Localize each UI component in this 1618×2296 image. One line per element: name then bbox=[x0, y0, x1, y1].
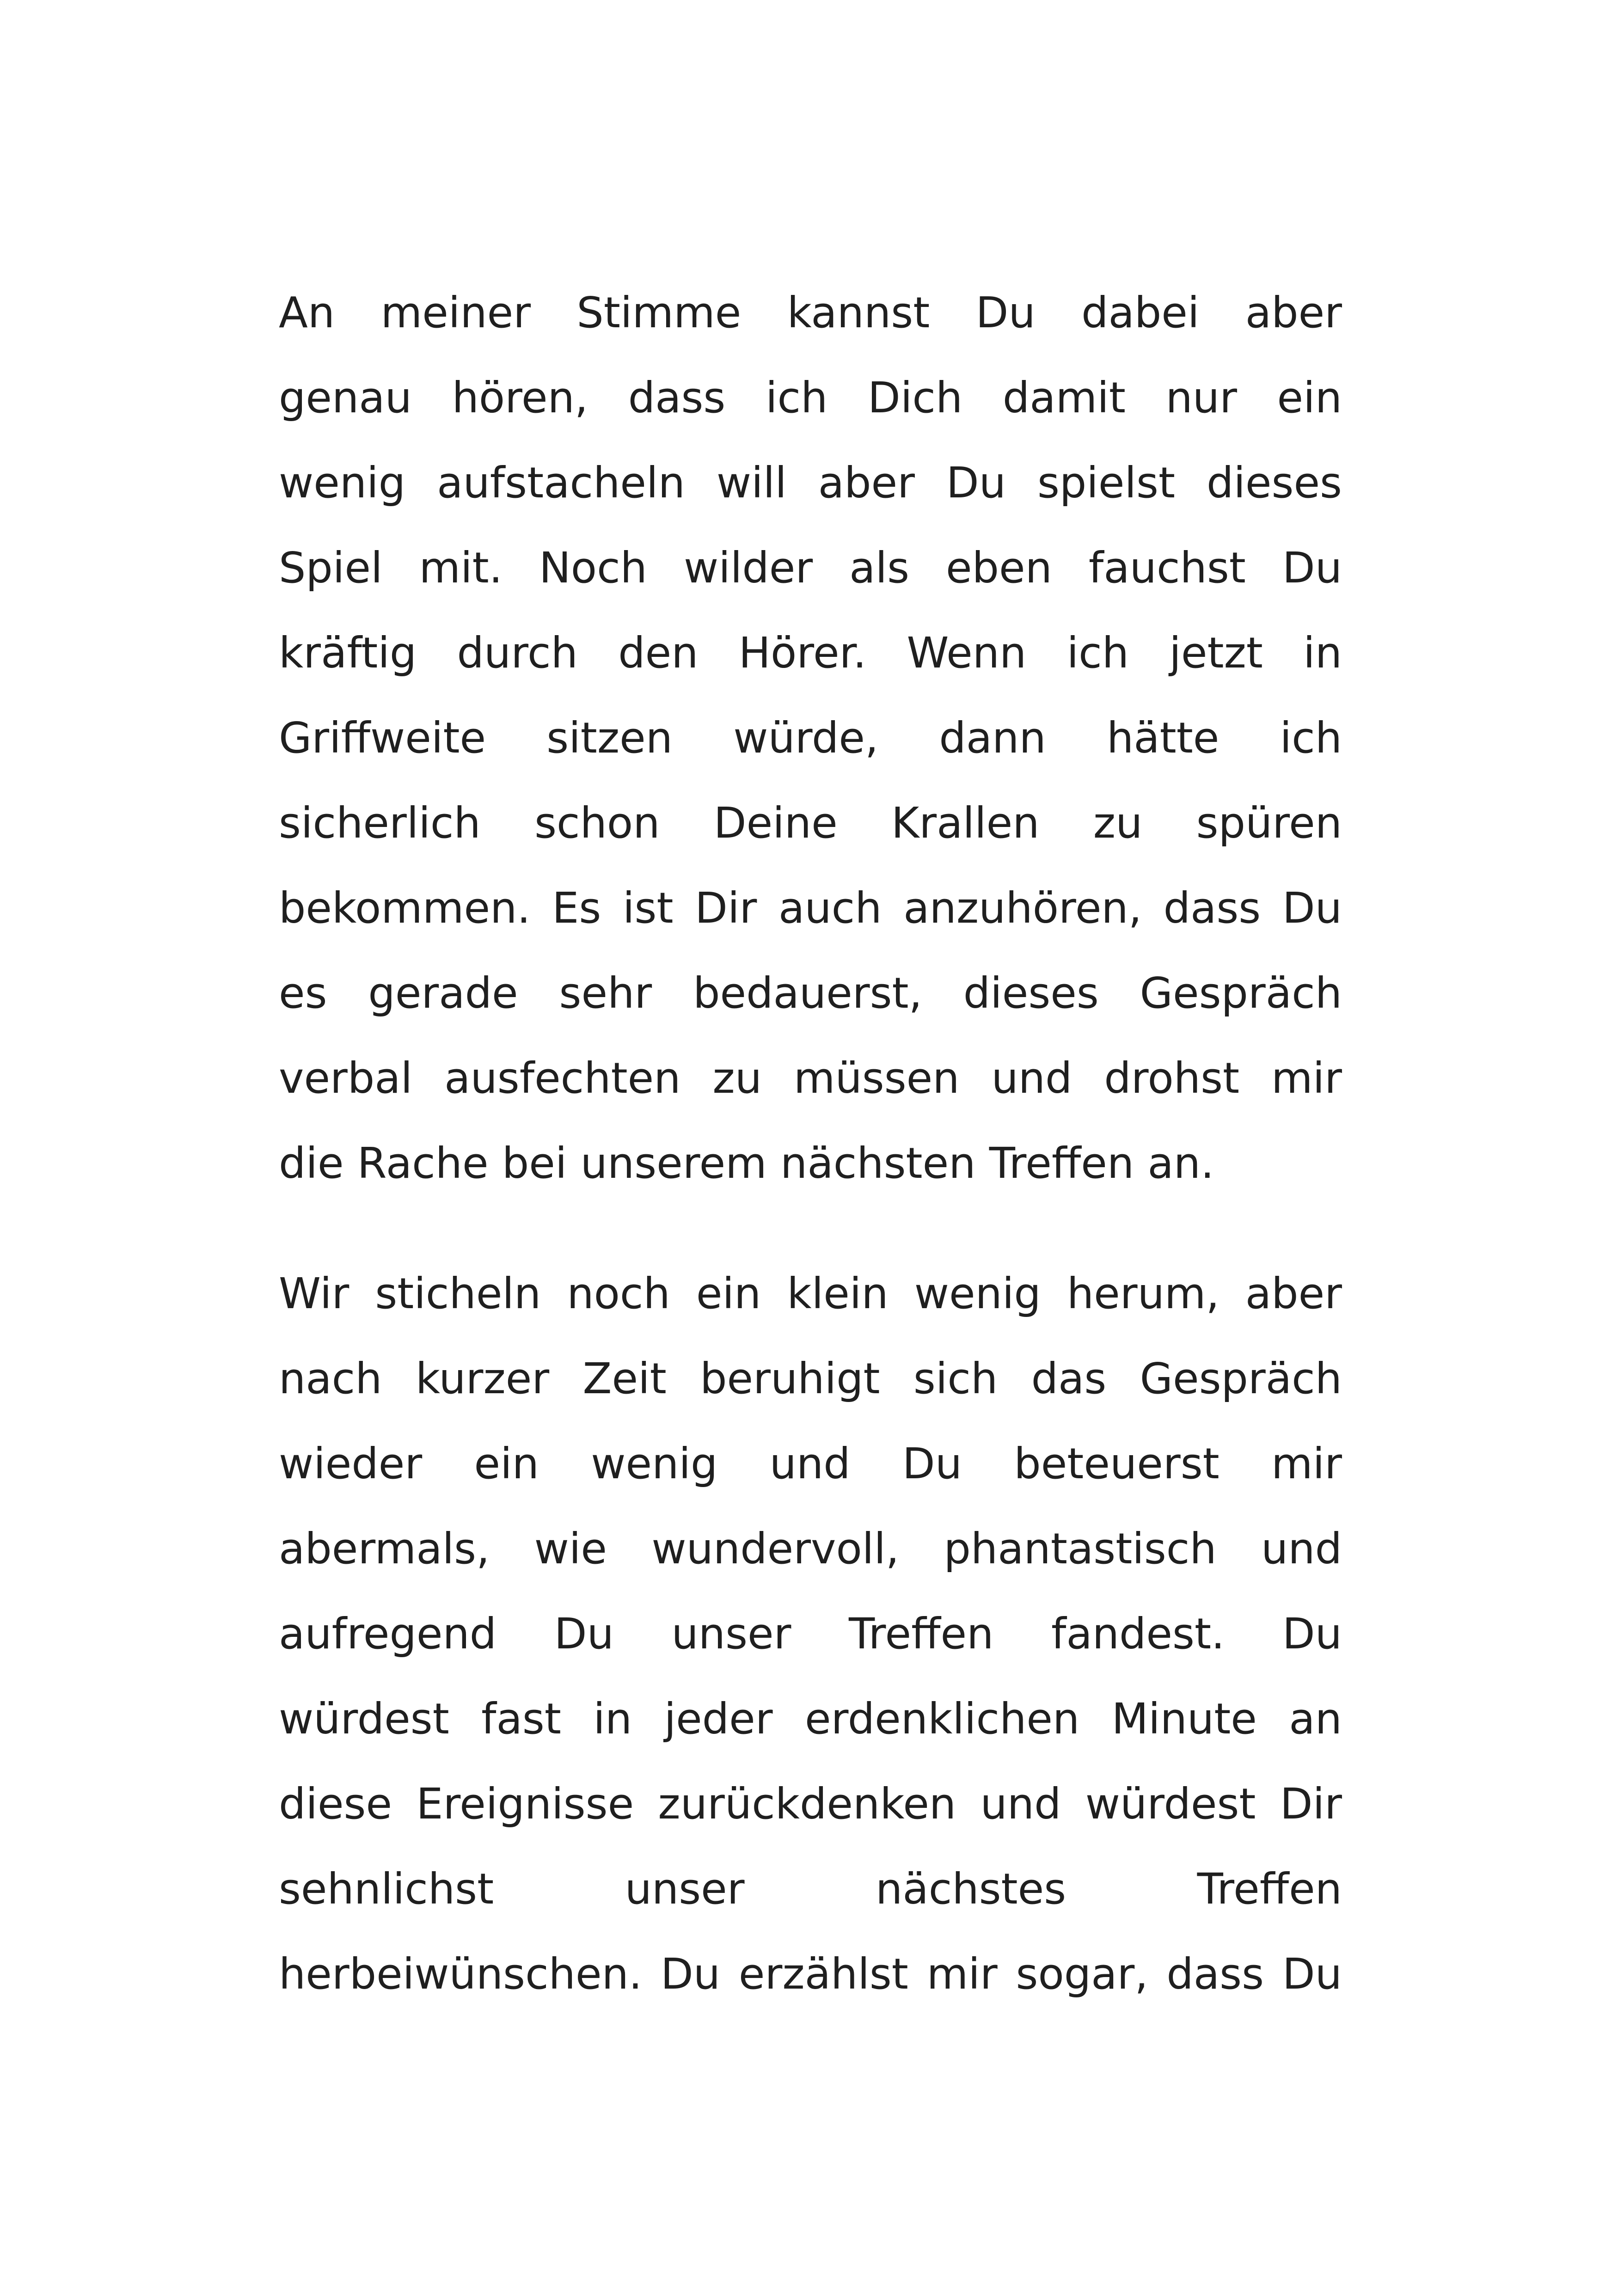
paragraph-line: Spiel mit. Noch wilder als eben fauchst Du bbox=[279, 543, 1342, 593]
paragraph-line: herbeiwünschen. Du erzählst mir sogar, dass Du bbox=[279, 1949, 1342, 1999]
paragraph-2 bbox=[279, 1251, 1342, 2017]
paragraph-line: wieder ein wenig und Du beteuerst mir bbox=[279, 1439, 1342, 1488]
paragraph-line: bekommen. Es ist Dir auch anzuhören, dass Du bbox=[279, 883, 1342, 933]
paragraph-line: es gerade sehr bedauerst, dieses Gespräch bbox=[279, 968, 1342, 1018]
paragraph-line: abermals, wie wundervoll, phantastisch und bbox=[279, 1524, 1342, 1574]
paragraph-1 bbox=[279, 270, 1342, 1206]
paragraph-line: nach kurzer Zeit beruhigt sich das Gespräch bbox=[279, 1354, 1342, 1403]
paragraph-line: die Rache bei unserem nächsten Treffen an. bbox=[279, 1139, 1214, 1188]
paragraph-line: sehnlichst unser nächstes Treffen bbox=[279, 1864, 1342, 1914]
paragraph-line: verbal ausfechten zu müssen und drohst mir bbox=[279, 1053, 1342, 1103]
paragraph-line: würdest fast in jeder erdenklichen Minute an bbox=[279, 1694, 1342, 1744]
paragraph-line: sicherlich schon Deine Krallen zu spüren bbox=[279, 798, 1342, 848]
paragraph-line: An meiner Stimme kannst Du dabei aber bbox=[279, 288, 1342, 337]
paragraph-line: Griffweite sitzen würde, dann hätte ich bbox=[279, 713, 1342, 763]
paragraph-line: wenig aufstacheln will aber Du spielst dieses bbox=[279, 458, 1342, 508]
paragraph-line: kräftig durch den Hörer. Wenn ich jetzt in bbox=[279, 628, 1342, 678]
paragraph-line: aufregend Du unser Treffen fandest. Du bbox=[279, 1609, 1342, 1659]
paragraph-line: genau hören, dass ich Dich damit nur ein bbox=[279, 373, 1342, 422]
paragraph-line: Wir sticheln noch ein klein wenig herum, aber bbox=[279, 1269, 1342, 1318]
paragraph-line: diese Ereignisse zurückdenken und würdest Dir bbox=[279, 1779, 1342, 1829]
